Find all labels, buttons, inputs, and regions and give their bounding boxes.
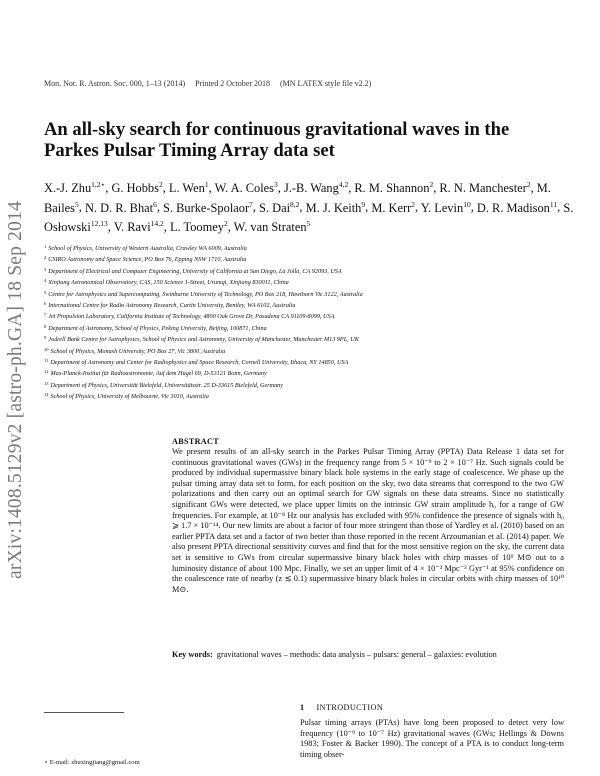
affiliation-item bbox=[44, 345, 564, 356]
author bbox=[114, 220, 164, 234]
affiliation-item bbox=[44, 265, 564, 276]
author-affiliation-marker: 12,13 bbox=[90, 218, 108, 228]
arxiv-identifier bbox=[2, 200, 30, 580]
author-affiliation-marker: 2 bbox=[223, 218, 228, 228]
affiliation-text: Jet Propulsion Laboratory, California Institute of Technology, 4800 Oak Grove Dr, Pasadena CA 91109-8099, USA bbox=[48, 313, 335, 321]
affiliation-text: Department of Physics, Universität Bielefeld, Universitätsstr. 25 D-33615 Bielefeld, Germany bbox=[50, 381, 284, 389]
affiliation-item bbox=[44, 253, 564, 264]
author-name: G. Hobbs bbox=[111, 181, 159, 196]
author-name: W. A. Coles bbox=[214, 181, 274, 196]
abstract-section bbox=[172, 437, 564, 595]
affiliation-number: 14 bbox=[44, 392, 49, 398]
keywords-text: gravitational waves – methods: data analysis – pulsars: general – galaxies: evolution bbox=[216, 650, 497, 659]
author-name: X.-J. Zhu bbox=[44, 181, 92, 196]
section-number: 1 bbox=[300, 703, 305, 712]
affiliation-item bbox=[44, 288, 564, 299]
affiliation-text: Max-Planck-Institut für Radioastronomie, Auf dem Hügel 69, D-53121 Bonn, Germany bbox=[50, 370, 267, 378]
affiliation-item bbox=[44, 356, 564, 367]
author-list: X.-J. Zhu$^{1,2⋆}$, G. Hobbs$^2$, L. Wen$^1$, W. A. Coles$^3$, J.-B. Wang$^{4,2}$, R. M. Shannon$^2$, R. N. Manchester$^2$, M. Bailes$^5$, N. D. R. Bhat$^6$, S. Burke-Spolaor$^7$, S. Dai$^{8,2}$, M. J. Keith$^9$, M. Kerr$^2$, Y. Levin$^{10}$, D. R. Madison$^{11}$, S. Osłowski$^{12,13}$, V. Ravi$^{14,2}$, L. Toomey$^2$, W. van Straten$^5$ bbox=[44, 180, 574, 234]
affiliation-item bbox=[44, 379, 564, 390]
affiliation-number: 4 bbox=[44, 278, 47, 284]
affiliation-number: 11 bbox=[44, 358, 49, 364]
author-name: R. N. Manchester bbox=[439, 181, 527, 196]
affiliation-number: 12 bbox=[44, 369, 49, 375]
author bbox=[44, 181, 105, 195]
affiliation-number: 7 bbox=[44, 312, 47, 318]
author bbox=[371, 201, 415, 215]
affiliation-number: 1 bbox=[44, 244, 47, 249]
affiliation-text: Department of Electrical and Computer Engineering, University of California at San Diego, La Jolla, CA 92093, USA bbox=[48, 267, 342, 275]
affiliation-number: 5 bbox=[44, 289, 47, 295]
author-name: V. Ravi bbox=[113, 219, 151, 234]
author-affiliation-marker: 1 bbox=[204, 180, 209, 189]
affiliation-text: Department of Astronomy and Center for Radiophysics and Space Research, Cornell University, Ithaca, NY 14850, USA bbox=[50, 359, 349, 367]
author-name: J.-B. Wang bbox=[283, 181, 339, 196]
author-affiliation-marker: 2 bbox=[158, 180, 163, 189]
affiliation-item bbox=[44, 333, 564, 344]
affiliation-number: 6 bbox=[44, 301, 47, 307]
author bbox=[477, 201, 557, 215]
print-date: Printed 2 October 2018 bbox=[195, 79, 270, 88]
affiliation-number: 3 bbox=[44, 266, 47, 272]
author bbox=[259, 201, 299, 215]
author bbox=[354, 181, 433, 195]
author bbox=[85, 201, 157, 215]
author-affiliation-marker: 3 bbox=[274, 180, 278, 189]
affiliation-text: School of Physics, University of Melbourne, Vic 3010, Australia bbox=[50, 393, 209, 401]
author bbox=[163, 201, 253, 215]
author-affiliation-marker: 14,2 bbox=[150, 218, 164, 228]
affiliation-item bbox=[44, 276, 564, 287]
author-name: D. R. Madison bbox=[476, 200, 550, 215]
affiliation-text: Jodrell Bank Centre for Astrophysics, School of Physics and Astronomy, University of Manchester, Manchester M13 9PL, UK bbox=[48, 336, 359, 344]
abstract-text: We present results of an all-sky search in the Parkes Pulsar Timing Array (PPTA) Data Release 1 data set for continuous gravitational waves (GWs) in the frequency range from 5 × 10⁻⁹ to 2 × 10⁻⁷ Hz. Such signals could be produced by individual supermassive binary black hole systems in the early stage of coalescence. We phase up the pulsar timing array data set to form, for each position on the sky, two data streams that correspond to the two GW polarizations and then carry out an optimal search for GW signals on these data streams. Since no statistically significant GWs were detected, we place upper limits on the intrinsic GW strain amplitude h₀ for a range of GW frequencies. For example, at 10⁻⁸ Hz our analysis has excluded with 95% confidence the presence of signals with h₀ ⩾ 1.7 × 10⁻¹⁴. Our new limits are about a factor of four more stringent than those of Yardley et al. (2010) based on an earlier PPTA data set and a factor of two better than those reported in the recent Arzoumanian et al. (2014) paper. We also present PPTA directional sensitivity curves and find that for the most sensitive region on the sky, the current data set is sensitive to GWs from circular supermassive binary black holes with chirp masses of 10⁹ M⊙ out to a luminosity distance of about 100 Mpc. Finally, we set an upper limit of 4 × 10⁻³ Mpc⁻³ Gyr⁻¹ at 95% confidence on the coalescence rate of nearby (z ≲ 0.1) supermassive binary black holes in circular orbits with chirp masses of 10¹⁰ M⊙. bbox=[172, 447, 564, 594]
abstract-heading: ABSTRACT bbox=[172, 437, 219, 446]
author-name: L. Wen bbox=[168, 181, 205, 196]
footnote-email: ⋆ E-mail: zhuxingjiang@gmail.com bbox=[44, 759, 140, 766]
author bbox=[169, 181, 209, 195]
affiliation-item bbox=[44, 322, 564, 333]
author-name: L. Toomey bbox=[169, 219, 224, 234]
author-affiliation-marker: 5 bbox=[74, 199, 79, 209]
affiliation-item bbox=[44, 242, 564, 253]
author-affiliation-marker: 2 bbox=[411, 199, 415, 209]
author-affiliation-marker: 10 bbox=[463, 199, 471, 209]
author-name: M. Kerr bbox=[371, 200, 412, 215]
affiliation-text: Centre for Astrophysics and Supercomputing, Swinburne University of Technology, PO Box 218, Hawthorn Vic 3122, Australia bbox=[48, 290, 363, 298]
journal-header bbox=[44, 79, 379, 88]
author-name: M. J. Keith bbox=[305, 200, 362, 215]
author-affiliation-marker: 5 bbox=[306, 218, 311, 228]
affiliation-number: 13 bbox=[44, 380, 49, 386]
keywords-label: Key words: bbox=[172, 650, 213, 659]
author bbox=[421, 201, 471, 215]
affiliation-number: 10 bbox=[44, 346, 49, 352]
author-name: N. D. R. Bhat bbox=[84, 200, 154, 215]
author bbox=[215, 181, 278, 195]
affiliation-text: Department of Astronomy, School of Physics, Peking University, Beijing, 100871, China bbox=[48, 324, 267, 332]
intro-text: Pulsar timing arrays (PTAs) have long been proposed to detect very low frequency (10⁻⁹ to 10⁻⁷ Hz) gravitational waves (GWs; Hellings & Downs 1983; Foster & Backer 1990). The concept of a PTA is to conduct long-term timing obser- bbox=[300, 718, 564, 759]
affiliation-number: 2 bbox=[44, 255, 47, 261]
author-name: W. van Straten bbox=[233, 219, 307, 234]
affiliation-text: Xinjiang Astronomical Observatory, CAS, 150 Science 1-Street, Urumqi, Xinjiang 830011, China bbox=[48, 279, 289, 287]
intro-heading bbox=[300, 703, 383, 712]
affiliation-number: 9 bbox=[44, 335, 47, 341]
affiliation-item bbox=[44, 310, 564, 321]
paper-title: An all-sky search for continuous gravitational waves in the Parkes Pulsar Timing Array data set bbox=[44, 119, 510, 161]
author bbox=[306, 201, 366, 215]
affiliation-list bbox=[44, 242, 564, 402]
author-affiliation-marker: 1,2⋆ bbox=[91, 180, 106, 189]
arxiv-id-text: arXiv:1408.5129v2 [astro-ph.GA] 18 Sep 2014 bbox=[5, 201, 26, 579]
author-affiliation-marker: 11 bbox=[549, 199, 558, 209]
style-file: (MN LATEX style file v2.2) bbox=[280, 79, 372, 88]
author-name: S. Dai bbox=[259, 200, 291, 215]
author bbox=[284, 181, 348, 195]
author-affiliation-marker: 7 bbox=[249, 199, 253, 209]
author-name: M. Bailes bbox=[44, 181, 551, 215]
author-name: S. Burke-Spolaor bbox=[163, 200, 250, 215]
author bbox=[111, 181, 162, 195]
author-affiliation-marker: 2 bbox=[526, 180, 531, 189]
affiliation-item bbox=[44, 299, 564, 310]
affiliation-text: School of Physics, Monash University, PO Box 27, Vic 3800, Australia bbox=[50, 347, 226, 355]
affiliation-number: 8 bbox=[44, 323, 47, 329]
author-affiliation-marker: 2 bbox=[429, 180, 434, 189]
author bbox=[234, 220, 311, 234]
author bbox=[439, 181, 530, 195]
author-affiliation-marker: 6 bbox=[153, 199, 157, 209]
affiliation-text: CSIRO Astronomy and Space Science, PO Box 76, Epping NSW 1710, Australia bbox=[48, 256, 247, 264]
journal-citation: Mon. Not. R. Astron. Soc. 000, 1–13 (2014) bbox=[44, 79, 186, 88]
author-name: Y. Levin bbox=[420, 200, 464, 215]
affiliation-item bbox=[44, 367, 564, 378]
affiliation-text: School of Physics, University of Western Australia, Crawley WA 6009, Australia bbox=[48, 245, 247, 252]
footnote-rule bbox=[44, 712, 124, 713]
affiliation-text: International Centre for Radio Astronomy Research, Curtin University, Bentley, WA 6102, Australia bbox=[48, 302, 296, 310]
author-affiliation-marker: 9 bbox=[361, 199, 366, 209]
author-name: S. Osłowski bbox=[44, 200, 574, 234]
author-name: R. M. Shannon bbox=[354, 181, 430, 196]
keywords-section bbox=[172, 650, 564, 661]
author bbox=[170, 220, 228, 234]
author-affiliation-marker: 8,2 bbox=[290, 199, 300, 209]
author-affiliation-marker: 4,2 bbox=[338, 180, 349, 189]
affiliation-item bbox=[44, 390, 564, 401]
section-title: INTRODUCTION bbox=[316, 703, 384, 712]
